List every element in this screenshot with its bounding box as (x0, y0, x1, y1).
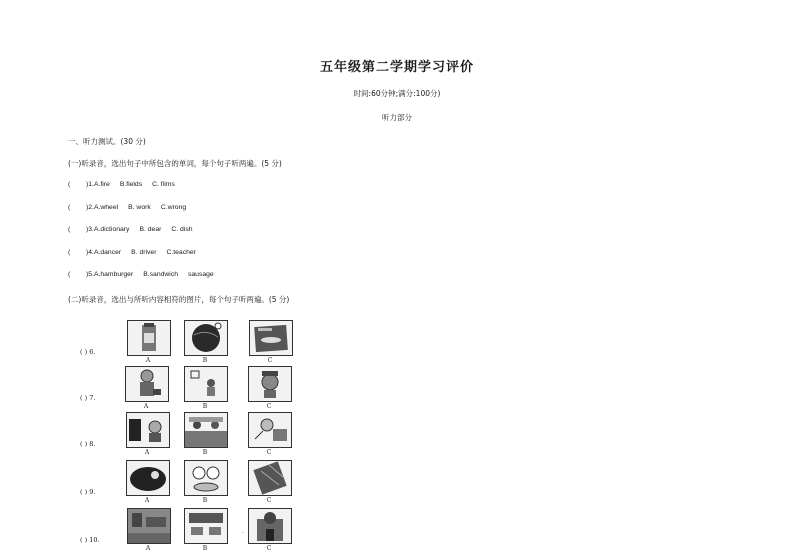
answer-option: B. work (128, 204, 151, 211)
part-b-heading: (二)听录音，选出与所听内容相符的图片，每个句子听两遍。(5 分) (68, 295, 290, 304)
picture-question-label[interactable]: ( ) 10. (80, 536, 100, 544)
listening-section-title: 听力部分 (382, 113, 412, 122)
book-icon[interactable] (249, 320, 293, 356)
bear-with-hat-icon[interactable] (248, 366, 292, 402)
answer-blank[interactable]: ( (68, 204, 71, 211)
question-row (68, 226, 193, 233)
answer-blank[interactable]: ( (68, 271, 71, 278)
question-number: )1. (86, 181, 94, 188)
question-number: )5. (86, 271, 94, 278)
city-street-icon[interactable] (127, 508, 171, 544)
picture-option-caption: A (143, 403, 149, 410)
answer-option: A.fire (93, 181, 110, 188)
picture-option-caption: A (145, 357, 151, 364)
businessman-icon[interactable] (125, 366, 169, 402)
answer-blank[interactable]: ( (68, 181, 71, 188)
picture-option-caption: B (202, 497, 208, 504)
picnic-scene-icon[interactable] (184, 412, 228, 448)
question-row (68, 204, 186, 211)
picture-option-caption: A (144, 497, 150, 504)
answer-option: B. dear (139, 226, 162, 233)
question-number: )4. (86, 249, 94, 256)
question-number: )3. (86, 226, 94, 233)
chocolate-bar-icon[interactable] (248, 460, 292, 496)
answer-option: C.teacher (166, 249, 196, 256)
milk-bottle-icon[interactable] (127, 320, 171, 356)
question-row (68, 271, 214, 278)
page-title: 五年级第二学期学习评价 (319, 60, 474, 75)
picture-option-caption: B (202, 357, 208, 364)
answer-option: A.wheel (93, 204, 119, 211)
answer-option: A.dancer (93, 249, 122, 256)
picture-option-caption: C (266, 449, 272, 456)
picture-option-caption: C (267, 357, 273, 364)
part-a-heading: (一)听录音，选出句子中所包含的单词，每个句子听两遍。(5 分) (68, 159, 282, 168)
question-row (68, 181, 175, 188)
answer-option: A.dictionary (93, 226, 130, 233)
picture-option-caption: C (266, 403, 272, 410)
classroom-icon[interactable] (184, 508, 228, 544)
basketball-player-icon[interactable] (184, 366, 228, 402)
answer-option: B. driver (131, 249, 157, 256)
picture-option-caption: B (202, 545, 208, 552)
answer-option: sausage (188, 271, 214, 278)
answer-blank[interactable]: ( (68, 226, 71, 233)
picture-question-label[interactable]: ( ) 8. (80, 440, 96, 448)
picture-option-caption: C (266, 545, 272, 552)
picture-option-caption: B (202, 403, 208, 410)
answer-blank[interactable]: ( (68, 249, 71, 256)
castle-icon[interactable] (248, 508, 292, 544)
picture-option-caption: A (145, 545, 151, 552)
picture-option-caption: C (266, 497, 272, 504)
child-with-tv-icon[interactable] (126, 412, 170, 448)
answer-option: A.hamburger (93, 271, 134, 278)
picture-question-label[interactable]: ( ) 9. (80, 488, 96, 496)
answer-option: C. films (152, 181, 175, 188)
picture-question-label[interactable]: ( ) 7. (80, 394, 96, 402)
answer-option: B.fields (119, 181, 143, 188)
scientist-icon[interactable] (248, 412, 292, 448)
dark-pot-icon[interactable] (126, 460, 170, 496)
picture-option-caption: A (144, 449, 150, 456)
picture-option-caption: B (202, 449, 208, 456)
answer-option: B.sandwich (143, 271, 178, 278)
exam-time-info: 时间:60分钟;满分:100分) (353, 89, 441, 98)
question-number: )2. (86, 204, 94, 211)
picture-question-label[interactable]: ( ) 6. (80, 348, 96, 356)
section-heading: 一、听力测试。(30 分) (68, 137, 146, 146)
answer-option: C.wrong (160, 204, 187, 211)
question-row (68, 249, 196, 256)
globe-icon[interactable] (184, 320, 228, 356)
food-plates-icon[interactable] (184, 460, 228, 496)
stray-mark: . (242, 528, 244, 535)
answer-option: C. dish (171, 226, 193, 233)
